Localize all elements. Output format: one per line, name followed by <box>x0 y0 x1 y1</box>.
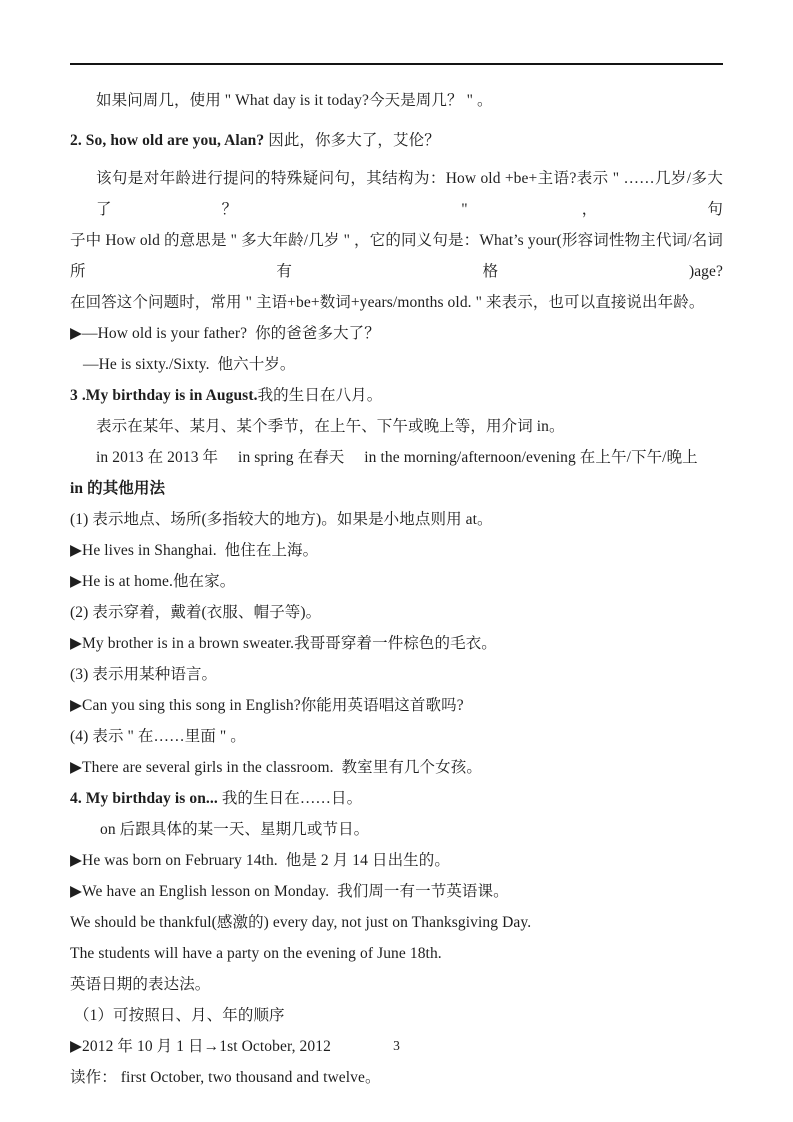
text-line <box>70 473 723 504</box>
text-run: ▶He is at home.他在家。 <box>70 573 236 590</box>
text-line <box>70 907 723 938</box>
text-run: in 2013 在 2013 年 in spring 在春天 in the morning/afternoon/evening 在上午/下午/晚上 <box>96 449 698 466</box>
text-run: ▶My brother is in a brown sweater.我哥哥穿着一件棕色的毛衣。 <box>70 635 497 652</box>
text-line <box>70 163 723 225</box>
text-run: 我的生日在八月。 <box>257 387 383 404</box>
text-run: 2. So, how old are you, Alan? <box>70 132 269 149</box>
text-line <box>70 845 723 876</box>
text-run: ▶2012 年 10 月 1 日→1st October, 2012 <box>70 1038 331 1055</box>
text-run: 3 .My birthday is in August. <box>70 387 258 404</box>
text-line <box>70 287 723 318</box>
text-line <box>70 783 723 814</box>
text-line <box>70 597 723 628</box>
document-lines <box>70 85 723 1093</box>
text-line <box>70 1062 723 1093</box>
text-run: on 后跟具体的某一天、星期几或节日。 <box>100 821 370 838</box>
text-line <box>70 721 723 752</box>
text-line <box>70 628 723 659</box>
text-line <box>70 349 723 380</box>
text-run: —He is sixty./Sixty. 他六十岁。 <box>83 356 296 373</box>
text-run: (4) 表示 " 在……里面 " 。 <box>70 728 246 745</box>
text-run: (2) 表示穿着，戴着(衣服、帽子等)。 <box>70 604 322 621</box>
page-number: 3 <box>393 1038 400 1053</box>
text-line <box>70 411 723 442</box>
text-run: ▶—How old is your father? 你的爸爸多大了？ <box>70 325 380 342</box>
text-line <box>70 938 723 969</box>
text-line <box>70 752 723 783</box>
text-line <box>70 690 723 721</box>
text-line <box>70 225 723 287</box>
text-run: ▶He lives in Shanghai. 他住在上海。 <box>70 542 319 559</box>
text-line <box>70 535 723 566</box>
text-run: ▶He was born on February 14th. 他是 2 月 14 日出生的。 <box>70 852 450 869</box>
text-run: ▶Can you sing this song in English?你能用英语唱这首歌吗? <box>70 697 464 714</box>
text-run: 子中 How old 的意思是 " 多大年龄/几岁 " ，它的同义句是：What’s your(形容词性物主代词/名词所有格)age? <box>70 232 723 280</box>
header-rule <box>70 63 723 65</box>
text-line <box>70 659 723 690</box>
text-line <box>70 1000 723 1031</box>
text-run: 该句是对年龄进行提问的特殊疑问句，其结构为：How old +be+主语?表示 " ……几岁/多大了？ " ，句 <box>96 170 723 218</box>
text-run: ▶There are several girls in the classroom. 教室里有几个女孩。 <box>70 759 482 776</box>
text-line <box>70 504 723 535</box>
text-line <box>70 969 723 1000</box>
text-line <box>70 814 723 845</box>
text-run: 我的生日在……日。 <box>221 790 363 807</box>
text-run: 表示在某年、某月、某个季节，在上午、下午或晚上等，用介词 in。 <box>96 418 565 435</box>
text-run: 如果问周几，使用 " What day is it today?今天是周几？ " 。 <box>96 92 493 109</box>
text-run: 英语日期的表达法。 <box>70 976 211 993</box>
text-run: The students will have a party on the evening of June 18th. <box>70 945 442 962</box>
text-run: 因此，你多大了，艾伦？ <box>268 132 440 149</box>
text-run: （1）可按照日、月、年的顺序 <box>74 1007 285 1024</box>
text-line <box>70 380 723 411</box>
text-run: 在回答这个问题时，常用 " 主语+be+数词+years/months old. " 来表示，也可以直接说出年龄。 <box>70 294 705 311</box>
text-run: 4. My birthday is on... <box>70 790 222 807</box>
text-run: We should be thankful(感激的) every day, not just on Thanksgiving Day. <box>70 914 532 931</box>
text-line <box>70 442 723 473</box>
text-run: (3) 表示用某种语言。 <box>70 666 218 683</box>
text-run: in 的其他用法 <box>70 480 166 497</box>
text-run: 读作： first October, two thousand and twelve。 <box>70 1069 381 1086</box>
text-line <box>70 876 723 907</box>
text-line <box>70 125 723 156</box>
text-run: (1) 表示地点、场所(多指较大的地方)。如果是小地点则用 at。 <box>70 511 493 528</box>
text-line <box>70 566 723 597</box>
text-line <box>70 85 723 116</box>
text-line <box>70 318 723 349</box>
text-run: ▶We have an English lesson on Monday. 我们周一有一节英语课。 <box>70 883 509 900</box>
